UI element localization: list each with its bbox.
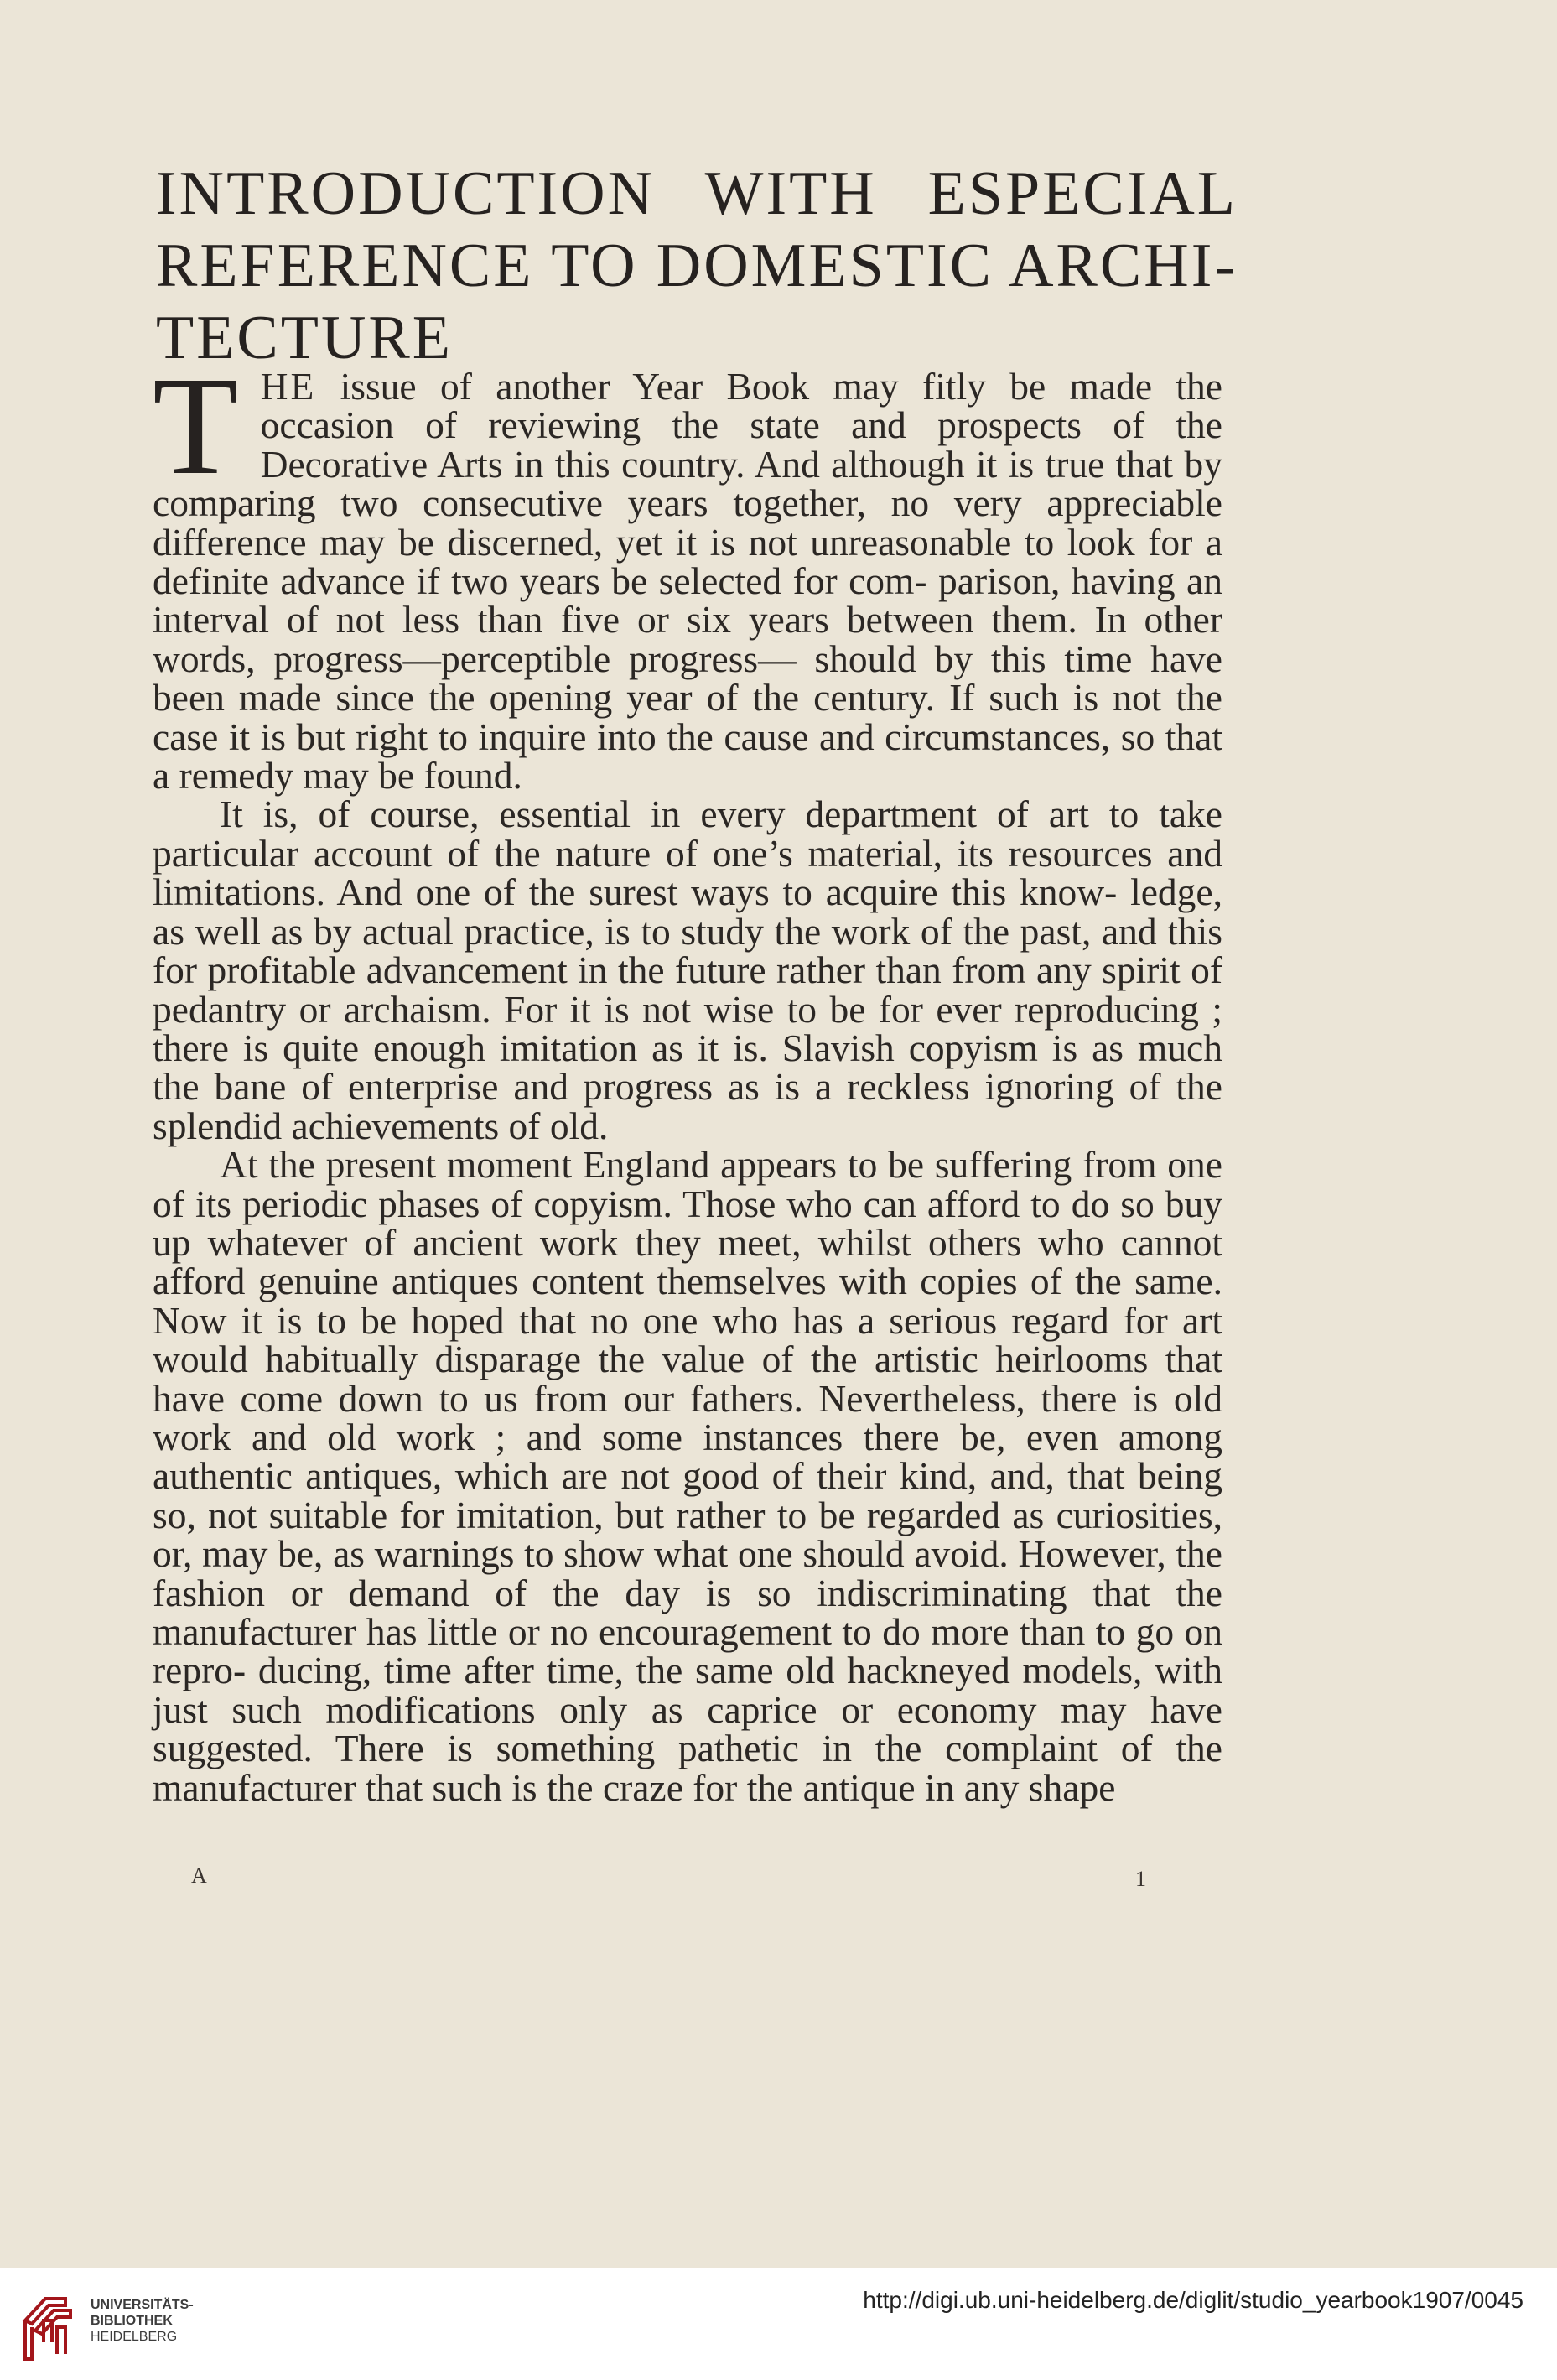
page-number: 1 xyxy=(1135,1867,1146,1891)
first-words: HE xyxy=(260,365,317,408)
library-name xyxy=(91,2297,194,2345)
drop-cap: T xyxy=(153,348,239,504)
library-name-line-3: HEIDELBERG xyxy=(91,2330,178,2344)
paragraph-1 xyxy=(153,348,1222,798)
library-name-line-2: BIBLIOTHEK xyxy=(91,2314,173,2328)
chapter-title: INTRODUCTION WITH ESPECIAL REFERENCE TO DOMESTIC ARCHI- TECTURE xyxy=(156,159,1238,372)
paragraph-2: It is, of course, essential in every department of art to take particular account of the nature of one’s material, its resources and limitations. And one of the surest ways to acquire this know- ledge, as well as by actual practice, is to study the work of the past, and this for profitable advancement in the future rather than from any spirit of pedantry or archaism. For it is not wise to be for ever reproducing ; there is quite enough imitation as it is. Slavish copyism is as much the bane of enterprise and progress as is a reckless ignoring of the splendid achievements of old. xyxy=(153,792,1222,1147)
footer-bar xyxy=(0,2268,1557,2380)
signature-mark: A xyxy=(191,1863,207,1888)
library-name-line-1: UNIVERSITÄTS- xyxy=(91,2298,194,2312)
body-text xyxy=(153,348,1222,1809)
university-library-logo-icon xyxy=(18,2287,94,2364)
paragraph-1-text: issue of another Year Book may fitly be made the occasion of reviewing the state and prospects of the Decorative Arts in this country. And although it is true that by comparing two consecutive years together, no very appreciable difference may be discerned, yet it is not unreasonable to look for a definite advance if two years be selected for com- parison, having an interval of not less than five or six years between them. In other words, progress—perceptible progress— should by this time have been made since the opening year of the century. If such is not the case it is but right to inquire into the cause and circumstances, so that a remedy may be found. xyxy=(153,365,1222,798)
paragraph-3: At the present moment England appears to be suffering from one of its periodic phases of copyism. Those who can afford to do so buy up whatever of ancient work they meet, whilst others who cannot afford genuine antiques content themselves with copies of the same. Now it is to be hoped that no one who has a serious regard for art would habitually disparage the value of the artistic heirlooms that have come down to us from our fathers. Nevertheless, there is old work and old work ; and some instances there be, even among authentic antiques, which are not good of their kind, and, that being so, not suitable for imitation, but rather to be regarded as curiosities, or, may be, as warnings to show what one should avoid. However, the fashion or demand of the day is so indiscriminating that the manufacturer has little or no encouragement to do more than to go on repro- ducing, time after time, the same old hackneyed models, with just such modifications only as caprice or economy may have suggested. There is something pathetic in the complaint of the manufacturer that such is the craze for the antique in any shape xyxy=(153,1143,1222,1809)
source-url-link[interactable]: http://digi.ub.uni-heidelberg.de/diglit/studio_yearbook1907/0045 xyxy=(863,2287,1523,2313)
